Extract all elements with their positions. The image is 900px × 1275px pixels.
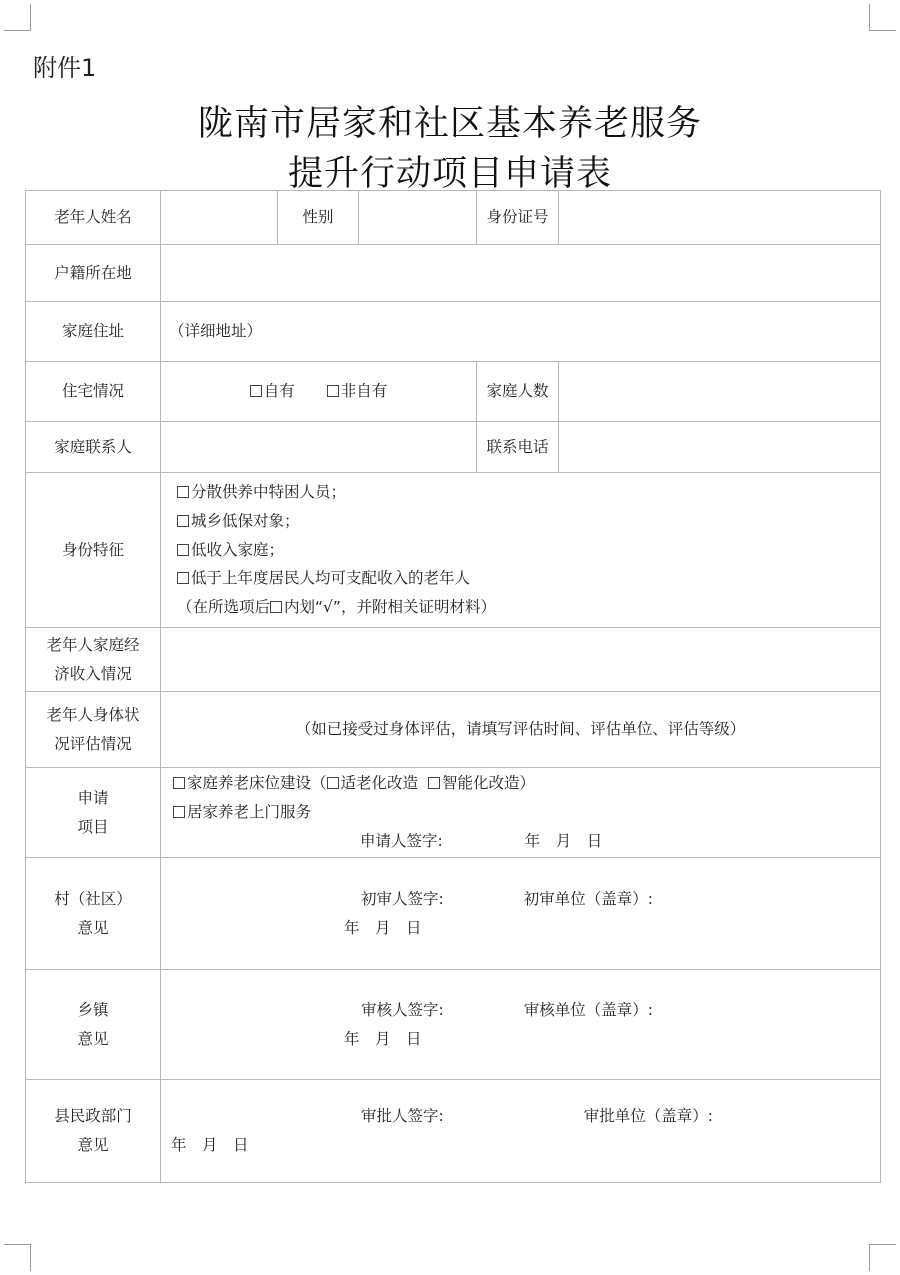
crop-mark-top-right xyxy=(869,4,896,31)
identity-option: 分散供养中特困人员； xyxy=(177,478,872,507)
attachment-label: 附件1 xyxy=(33,54,97,82)
identity-checkbox[interactable] xyxy=(177,572,189,584)
gender-field[interactable] xyxy=(359,191,477,245)
identity-option: 城乡低保对象； xyxy=(177,507,872,536)
family-size-field[interactable] xyxy=(559,362,881,422)
identity-checkbox[interactable] xyxy=(177,515,189,527)
phone-field[interactable] xyxy=(559,422,881,473)
town-opinion-label: 乡镇 意见 xyxy=(26,970,161,1080)
town-opinion-field[interactable] xyxy=(161,970,881,1080)
family-contact-label: 家庭联系人 xyxy=(26,422,161,473)
first-review-date: 年 月 日 xyxy=(344,918,422,937)
identity-note: （在所选项后 内划“√”，并附相关证明材料） xyxy=(177,598,496,616)
note-checkbox-symbol xyxy=(270,601,282,613)
home-address-label: 家庭住址 xyxy=(26,302,161,362)
application-form-table xyxy=(25,190,881,1183)
phone-label: 联系电话 xyxy=(477,422,559,473)
first-review-signature-label: 初审人签字: xyxy=(361,889,444,908)
identity-option: 低于上年度居民人均可支配收入的老年人 xyxy=(177,564,872,593)
review-unit-label: 审核单位（盖章）: xyxy=(523,1000,653,1019)
family-contact-field[interactable] xyxy=(161,422,477,473)
applicant-date: 年 月 日 xyxy=(524,831,603,850)
physical-assessment-field[interactable] xyxy=(161,692,881,768)
apply-smart-renovation-checkbox[interactable] xyxy=(428,777,440,789)
apply-aging-renovation-checkbox[interactable] xyxy=(327,777,339,789)
identity-options xyxy=(161,473,881,628)
applicant-signature-label: 申请人签字: xyxy=(360,831,443,850)
review-date: 年 月 日 xyxy=(344,1029,422,1048)
family-size-label: 家庭人数 xyxy=(477,362,559,422)
housing-own-label: 自有 xyxy=(263,382,295,401)
income-field[interactable] xyxy=(161,628,881,692)
address-hint: （详细地址） xyxy=(169,322,263,341)
household-registration-field[interactable] xyxy=(161,245,881,302)
approve-unit-label: 审批单位（盖章）: xyxy=(583,1107,713,1126)
crop-mark-top-left xyxy=(4,4,31,31)
village-opinion-label: 村（社区） 意见 xyxy=(26,858,161,970)
home-address-field[interactable] xyxy=(161,302,881,362)
name-field[interactable] xyxy=(161,191,278,245)
form-title-line1: 陇南市居家和社区基本养老服务 xyxy=(197,104,702,144)
gender-label: 性别 xyxy=(278,191,359,245)
housing-options xyxy=(161,362,477,422)
identity-checkbox[interactable] xyxy=(177,486,189,498)
housing-not-own-checkbox[interactable] xyxy=(327,385,339,397)
approve-date: 年 月 日 xyxy=(171,1136,249,1154)
crop-mark-bottom-right xyxy=(869,1244,896,1271)
apply-home-service-checkbox[interactable] xyxy=(173,806,185,818)
county-opinion-label: 县民政部门 意见 xyxy=(26,1080,161,1183)
id-number-label: 身份证号 xyxy=(477,191,559,245)
apply-items-options: 家庭养老床位建设（ 适老化改造 智能化改造） 居家养老上门服务 申请人签字: 年 月 日 xyxy=(161,768,881,858)
identity-option: 低收入家庭； xyxy=(177,536,872,565)
id-number-field[interactable] xyxy=(559,191,881,245)
form-title-line2: 提升行动项目申请表 xyxy=(287,154,612,194)
county-opinion-field[interactable] xyxy=(161,1080,881,1183)
crop-mark-bottom-left xyxy=(4,1244,31,1271)
physical-assessment-label: 老年人身体状 况评估情况 xyxy=(26,692,161,768)
housing-not-own-label: 非自有 xyxy=(340,382,388,401)
income-label: 老年人家庭经 济收入情况 xyxy=(26,628,161,692)
first-review-unit-label: 初审单位（盖章）: xyxy=(523,889,653,908)
apply-items-label: 申请 项目 xyxy=(26,768,161,858)
identity-checkbox[interactable] xyxy=(177,544,189,556)
household-registration-label: 户籍所在地 xyxy=(26,245,161,302)
physical-assessment-hint: （如已接受过身体评估，请填写评估时间、评估单位、评估等级） xyxy=(295,720,746,739)
approve-signature-label: 审批人签字: xyxy=(361,1107,444,1126)
apply-bed-checkbox[interactable] xyxy=(173,777,185,789)
village-opinion-field[interactable] xyxy=(161,858,881,970)
identity-label: 身份特征 xyxy=(26,473,161,628)
housing-own-checkbox[interactable] xyxy=(250,385,262,397)
housing-label: 住宅情况 xyxy=(26,362,161,422)
name-label: 老年人姓名 xyxy=(26,191,161,245)
review-signature-label: 审核人签字: xyxy=(361,1000,444,1019)
